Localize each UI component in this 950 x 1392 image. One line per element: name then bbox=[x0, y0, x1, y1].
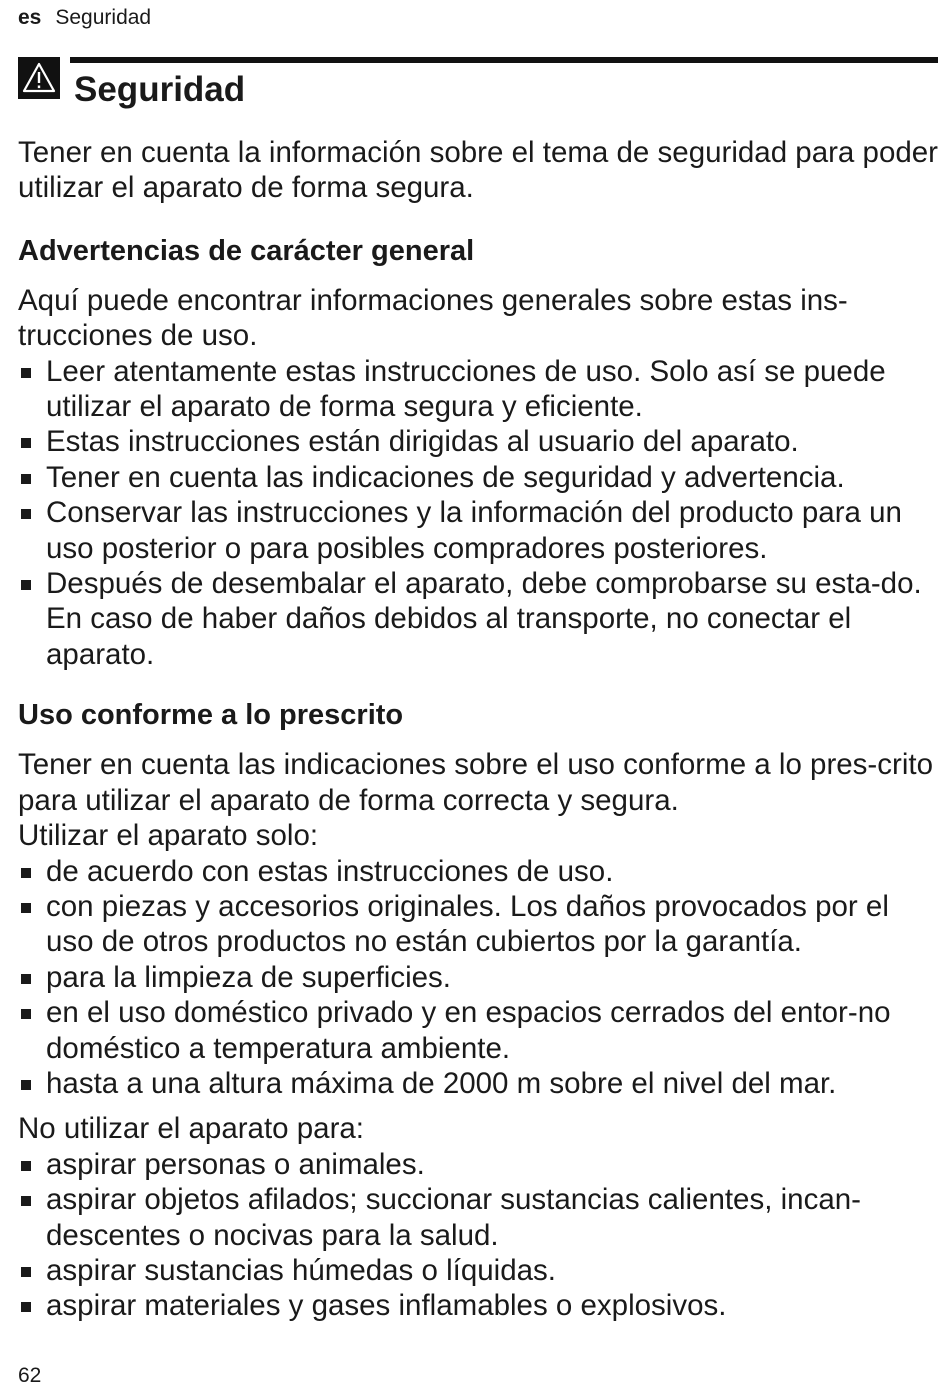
warning-triangle-icon bbox=[18, 57, 60, 99]
bullet-icon bbox=[21, 509, 31, 519]
do-not-use-label: No utilizar el aparato para: bbox=[18, 1112, 364, 1146]
list-item: hasta a una altura máxima de 2000 m sobre el nivel del mar. bbox=[18, 1066, 938, 1101]
bullet-icon bbox=[21, 868, 31, 878]
page-title: Seguridad bbox=[74, 70, 246, 109]
intended-use-heading: Uso conforme a lo prescrito bbox=[18, 699, 404, 732]
list-item: Leer atentamente estas instrucciones de uso. Solo así se puede utilizar el aparato de forma segura y eficiente. bbox=[18, 354, 938, 425]
list-item: aspirar personas o animales. bbox=[18, 1147, 938, 1182]
bullet-icon bbox=[21, 1161, 31, 1171]
bullet-icon bbox=[21, 1302, 31, 1312]
list-item: aspirar objetos afilados; succionar sustancias calientes, incan-descentes o nocivas para la salud. bbox=[18, 1182, 938, 1253]
bullet-icon bbox=[21, 903, 31, 913]
main-content bbox=[18, 135, 938, 1324]
bullet-icon bbox=[21, 474, 31, 484]
bullet-icon bbox=[21, 1080, 31, 1090]
page-header bbox=[18, 6, 151, 30]
header-section: Seguridad bbox=[55, 6, 152, 29]
intended-use-intro: Tener en cuenta las indicaciones sobre el uso conforme a lo pres-crito para utilizar el aparato de forma correcta y segura. bbox=[18, 748, 933, 817]
list-item: Conservar las instrucciones y la información del producto para un uso posterior o para posibles compradores posteriores. bbox=[18, 495, 938, 566]
do-not-use-list bbox=[18, 1147, 938, 1324]
list-item: en el uso doméstico privado y en espacios cerrados del entor-no doméstico a temperatura ambiente. bbox=[18, 995, 938, 1066]
list-item: Tener en cuenta las indicaciones de seguridad y advertencia. bbox=[18, 460, 938, 495]
general-warnings-heading: Advertencias de carácter general bbox=[18, 234, 475, 267]
list-item: de acuerdo con estas instrucciones de uso. bbox=[18, 854, 938, 889]
list-item: para la limpieza de superficies. bbox=[18, 960, 938, 995]
general-list bbox=[18, 354, 938, 673]
list-item: con piezas y accesorios originales. Los daños provocados por el uso de otros productos no están cubiertos por la garantía. bbox=[18, 889, 938, 960]
section-rule bbox=[70, 57, 938, 63]
list-item: Estas instrucciones están dirigidas al usuario del aparato. bbox=[18, 424, 938, 459]
bullet-icon bbox=[21, 1267, 31, 1277]
bullet-icon bbox=[21, 1009, 31, 1019]
page-number: 62 bbox=[18, 1364, 42, 1387]
list-item: aspirar sustancias húmedas o líquidas. bbox=[18, 1253, 938, 1288]
bullet-icon bbox=[21, 580, 31, 590]
use-only-list bbox=[18, 854, 938, 1102]
bullet-icon bbox=[21, 368, 31, 378]
list-item: Después de desembalar el aparato, debe comprobarse su esta-do. En caso de haber daños debidos al transporte, no conectar el aparato. bbox=[18, 566, 938, 672]
general-intro: Aquí puede encontrar informaciones generales sobre estas ins-trucciones de uso. bbox=[18, 283, 848, 353]
use-only-label: Utilizar el aparato solo: bbox=[18, 819, 319, 853]
intro-paragraph: Tener en cuenta la información sobre el tema de seguridad para poder utilizar el aparato de forma segura. bbox=[18, 136, 938, 205]
language-code: es bbox=[18, 6, 42, 29]
bullet-icon bbox=[21, 438, 31, 448]
bullet-icon bbox=[21, 974, 31, 984]
list-item: aspirar materiales y gases inflamables o explosivos. bbox=[18, 1288, 938, 1323]
bullet-icon bbox=[21, 1196, 31, 1206]
